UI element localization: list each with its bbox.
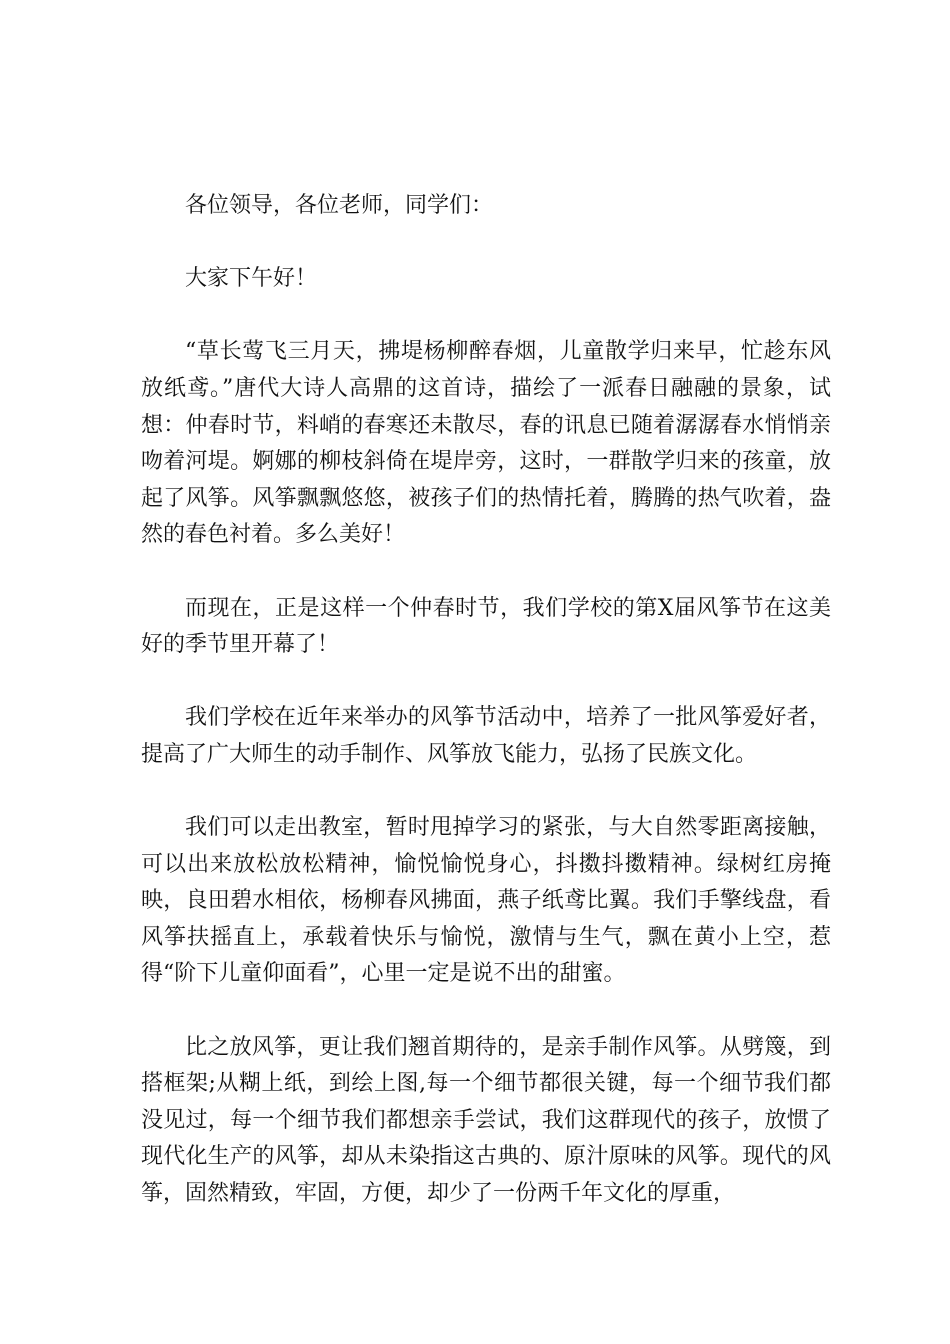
salutation: 各位领导，各位老师，同学们：	[185, 193, 494, 218]
paragraph-making-kites: 比之放风筝，更让我们翘首期待的，是亲手制作风筝。从劈篾，到搭框架;从糊上纸，到绘上图,每一个细节都很关键，每一个细节我们都没见过，每一个细节我们都想亲手尝试，我们这群现代的孩子，放惯了现代化生产的风筝，却从未染指这古典的、原汁原味的风筝。现代的风筝，固然精致，牢固，方便，却少了一份两千年文化的厚重，	[141, 1034, 831, 1207]
paragraph-poem: “草长莺飞三月天，拂堤杨柳醉春烟，儿童散学归来早，忙趁东风放纸鸢。”唐代大诗人高鼎的这首诗，描绘了一派春日融融的景象，试想：仲春时节，料峭的春寒还未散尽，春的讯息已随着潺潺春水悄悄亲吻着河堤。婀娜的柳枝斜倚在堤岸旁，这时，一群散学归来的孩童，放起了风筝。风筝飘飘悠悠，被孩子们的热情托着，腾腾的热气吹着，盎然的春色衬着。多么美好！	[141, 339, 831, 548]
speech-body	[141, 188, 831, 1249]
greeting: 大家下午好！	[185, 266, 318, 292]
paragraph-festival-opening: 而现在，正是这样一个仲春时节，我们学校的第X届风筝节在这美好的季节里开幕了！	[141, 595, 831, 658]
paragraph-outdoors: 我们可以走出教室，暂时甩掉学习的紧张，与大自然零距离接触，可以出来放松放松精神，愉悦愉悦身心，抖擞抖擞精神。绿树红房掩映，良田碧水相依，杨柳春风拂面，燕子纸鸢比翼。我们手擎线盘，看风筝扶摇直上，承载着快乐与愉悦，激情与生气，飘在黄小上空，惹得“阶下儿童仰面看”，心里一定是说不出的甜蜜。	[141, 815, 831, 987]
paragraph-achievements: 我们学校在近年来举办的风筝节活动中，培养了一批风筝爱好者，提高了广大师生的动手制作、风筝放飞能力，弘扬了民族文化。	[141, 705, 831, 767]
